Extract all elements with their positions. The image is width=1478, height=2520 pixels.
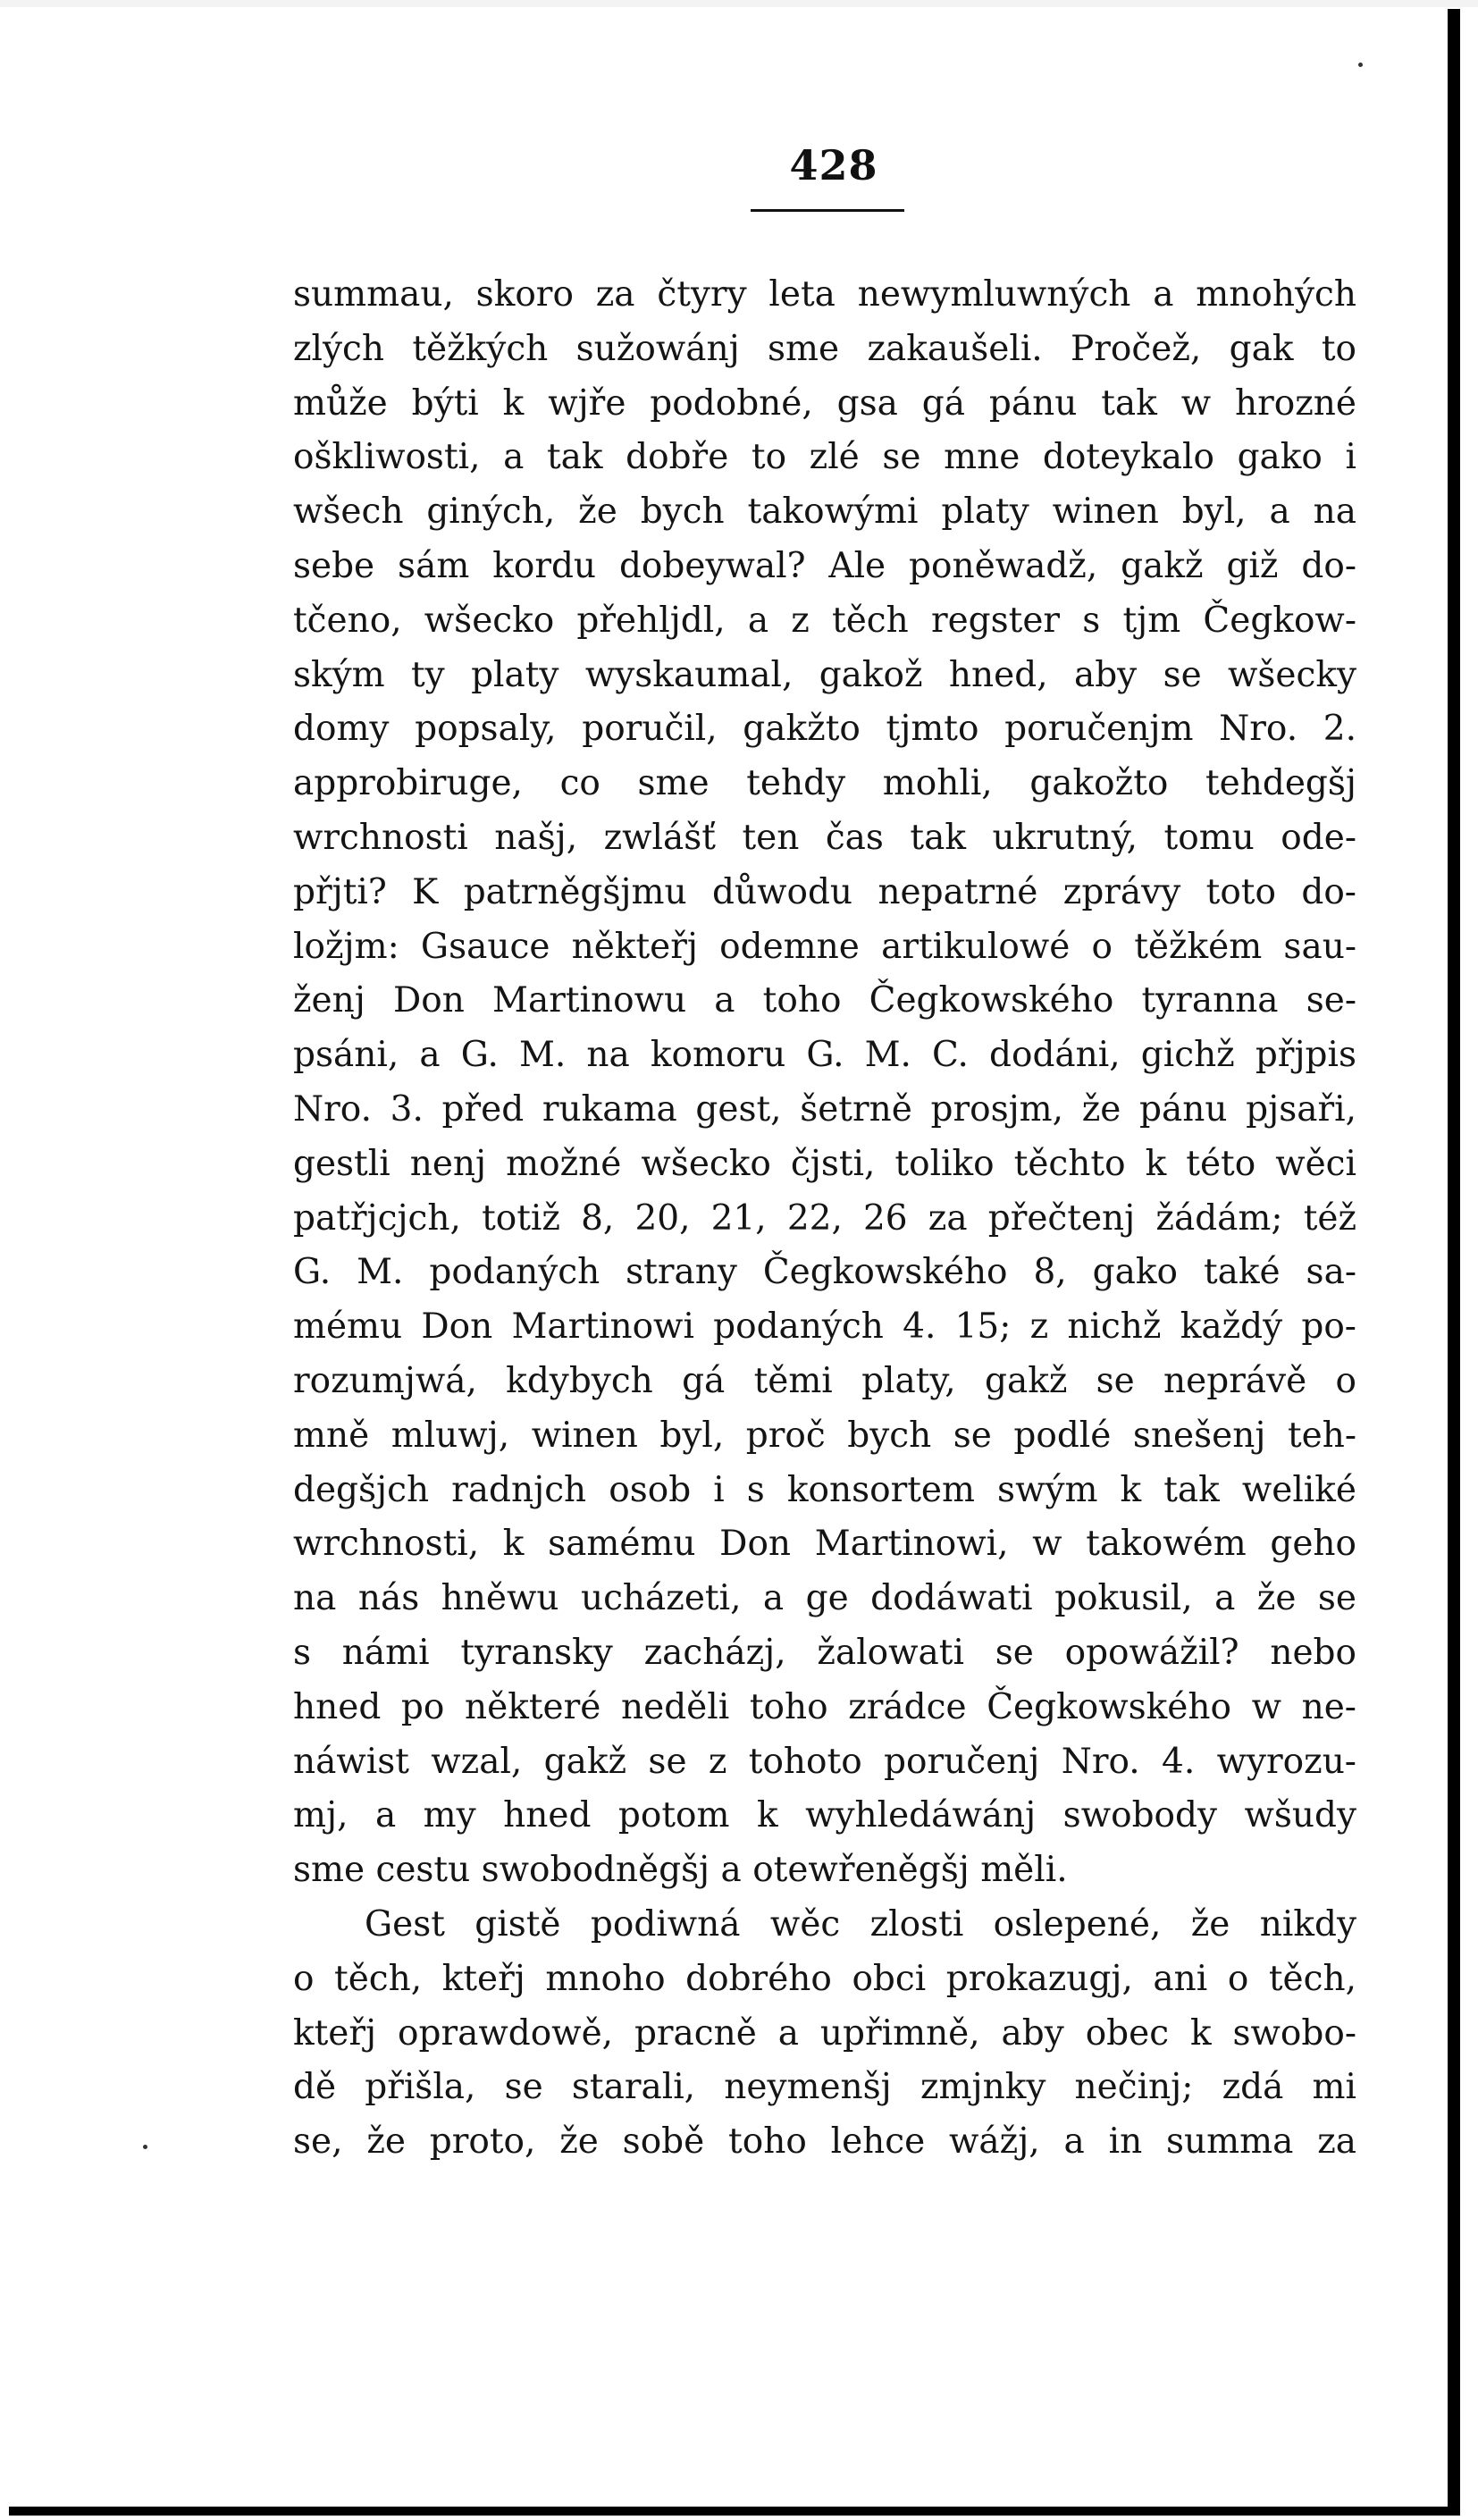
text-line: ošklіwosti, a tak dobře to zlé se mne doteykalo gako i [293, 437, 1356, 478]
text-line: sme cestu swobodněgšj a otewřeněgšj měli. [293, 1850, 1068, 1891]
text-line: může býti k wjře podobné, gsa gá pánu tak w hrozné [293, 382, 1356, 424]
text-line: gestli nenj možné wšecko čjsti, toliko těchto k této wěci [293, 1143, 1356, 1184]
paragraph-2 [293, 1898, 1356, 2170]
scan-speck [143, 2145, 147, 2149]
text-line: o těch, kteřj mnoho dobrého obci prokazugj, ani o těch, [293, 1958, 1356, 1999]
page-number: 428 [789, 141, 878, 189]
scan-top-edge [0, 0, 1478, 7]
scan-speck [1358, 63, 1363, 67]
text-line: kteřj oprawdowě, pracně a upřimně, aby obec k swobo- [293, 2012, 1356, 2054]
text-line: mj, a my hned potom k wyhledáwánj swobody wšudy [293, 1795, 1356, 1836]
text-line: domy popsaly, poručil, gakžto tjmto poručenjm Nro. 2. [293, 709, 1356, 750]
text-line: ložjm: Gsauce někteřj odemne artikulowé o těžkém sau- [293, 926, 1356, 967]
text-line: hned po některé neděli toho zrádce Čegkowského w ne- [293, 1686, 1356, 1727]
page-number-rule [751, 209, 904, 212]
text-line: wšech giných, že bych takowými platy winen byl, a na [293, 491, 1356, 533]
text-line: náwist wzal, gakž se z tohoto poručenj Nro. 4. wyrozu- [293, 1741, 1356, 1782]
text-line: Nro. 3. před rukama gest, šetrně prosjm, že pánu pjsaři, [293, 1088, 1356, 1130]
text-line: mně mluwj, winen byl, proč bych se podlé snešenj teh- [293, 1415, 1356, 1456]
text-line: Gest gistě podiwná wěc zlosti oslepené, že nikdy [365, 1903, 1356, 1945]
body-text [293, 268, 1356, 2170]
text-line: tčeno, wšecko přehljdl, a z těch regster s tjm Čegkow- [293, 600, 1356, 641]
text-line: se, že proto, že sobě toho lehce wážj, a in summa za [293, 2121, 1356, 2163]
text-line: mému Don Martinowi podaných 4. 15; z nichž každý po- [293, 1306, 1356, 1348]
text-line: na nás hněwu ucházeti, a ge dodáwati pokusil, a že se [293, 1578, 1356, 1619]
paragraph-1 [293, 268, 1356, 1898]
text-line: wrchnosti, k samému Don Martinowi, w takowém geho [293, 1524, 1356, 1565]
text-line: s námi tyransky zacházj, žalowati se opowážil? nebo [293, 1632, 1356, 1673]
text-line: degšjch radnjch osob i s konsortem swým k tak weliké [293, 1469, 1356, 1510]
text-line: summau, skoro za čtyry leta newymluwných a mnohých [293, 274, 1356, 315]
text-line: ženj Don Martinowu a toho Čegkowského tyranna se- [293, 980, 1356, 1021]
text-line: přjti? K patrněgšjmu důwodu nepatrné zprávy toto do- [293, 871, 1356, 912]
text-line: ským ty platy wyskaumal, gakož hned, aby se wšecky [293, 654, 1356, 695]
text-line: rozumjwá, kdybych gá těmi platy, gakž se neprávě o [293, 1360, 1356, 1401]
text-line: wrchnosti našj, zwlášť ten čas tak ukrutný, tomu ode- [293, 817, 1356, 858]
text-line: patřjcjch, totiž 8, 20, 21, 22, 26 za přečtenj žádám; též [293, 1197, 1356, 1239]
text-line: zlých těžkých sužowánj sme zakaušeli. Pročež, gak to [293, 328, 1356, 369]
text-line: sebe sám kordu dobeywal? Ale poněwadž, gakž giž do- [293, 545, 1356, 586]
text-line: psáni, a G. M. na komoru G. M. C. dodáni, gichž přjpis [293, 1035, 1356, 1076]
text-line: dě přišla, se starali, neymenšj zmjnky nečinj; zdá mi [293, 2067, 1356, 2108]
text-line: G. M. podaných strany Čegkowského 8, gako také sa- [293, 1252, 1356, 1293]
text-line: approbiruge, co sme tehdy mohli, gakožto tehdegšj [293, 763, 1356, 804]
